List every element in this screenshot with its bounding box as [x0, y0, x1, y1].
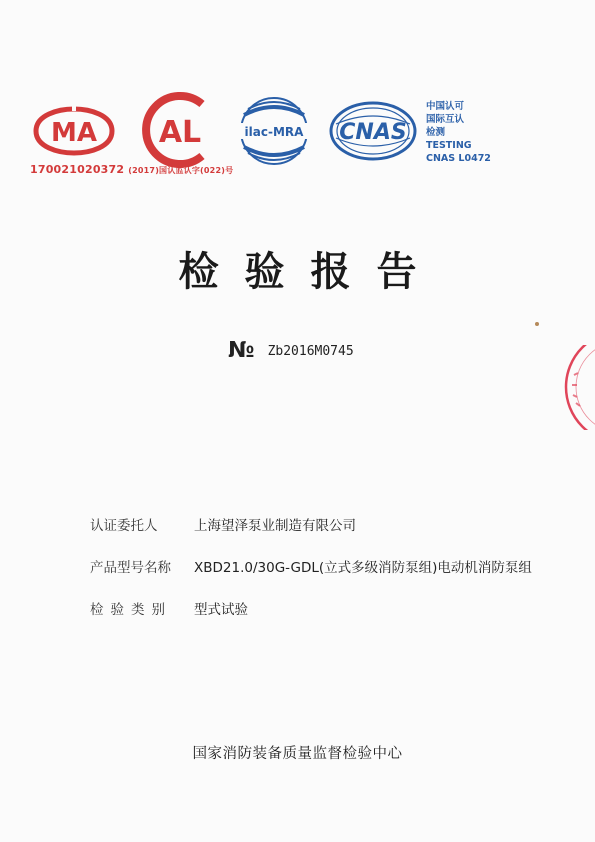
field-label: 认证委托人: [90, 518, 158, 534]
svg-text:AL: AL: [158, 115, 202, 150]
cal-logo: [136, 90, 218, 170]
number-sign: №: [228, 338, 255, 363]
document-title: 检验报告: [178, 249, 443, 295]
field-label: 产品型号名称: [90, 560, 171, 576]
issuing-organization: 国家消防装备质量监督检验中心: [192, 746, 403, 762]
cnas-line: 国际互认: [426, 114, 465, 125]
cnas-accreditation-text: [426, 100, 491, 165]
ilac-mra-logo: [228, 95, 320, 167]
cnas-logo: [328, 100, 418, 162]
field-value: XBD21.0/30G-GDL(立式多级消防泵组)电动机消防泵组: [194, 560, 532, 576]
paper-speck: [535, 322, 539, 326]
field-value: 型式试验: [194, 602, 248, 618]
cma-cert-text: (2017)国认监认字(022)号: [128, 166, 234, 175]
svg-text:MA: MA: [51, 118, 97, 148]
report-number: [228, 338, 354, 363]
cnas-line: TESTING: [426, 140, 472, 151]
cnas-line: 检测: [426, 127, 446, 138]
cma-code: 170021020372: [30, 163, 125, 176]
report-number-value: Zb2016M0745: [267, 344, 354, 359]
field-value: 上海望泽泵业制造有限公司: [194, 518, 356, 534]
svg-text:ilac-MRA: ilac-MRA: [244, 125, 304, 139]
cma-logo: [28, 103, 120, 159]
cnas-line: CNAS L0472: [426, 153, 491, 164]
cnas-line: 中国认可: [426, 101, 465, 112]
seal-stamp-partial: [560, 345, 595, 430]
cma-certificate-number: [30, 163, 233, 176]
field-label: 检验类别: [90, 602, 172, 618]
svg-text:CNAS: CNAS: [339, 120, 407, 145]
